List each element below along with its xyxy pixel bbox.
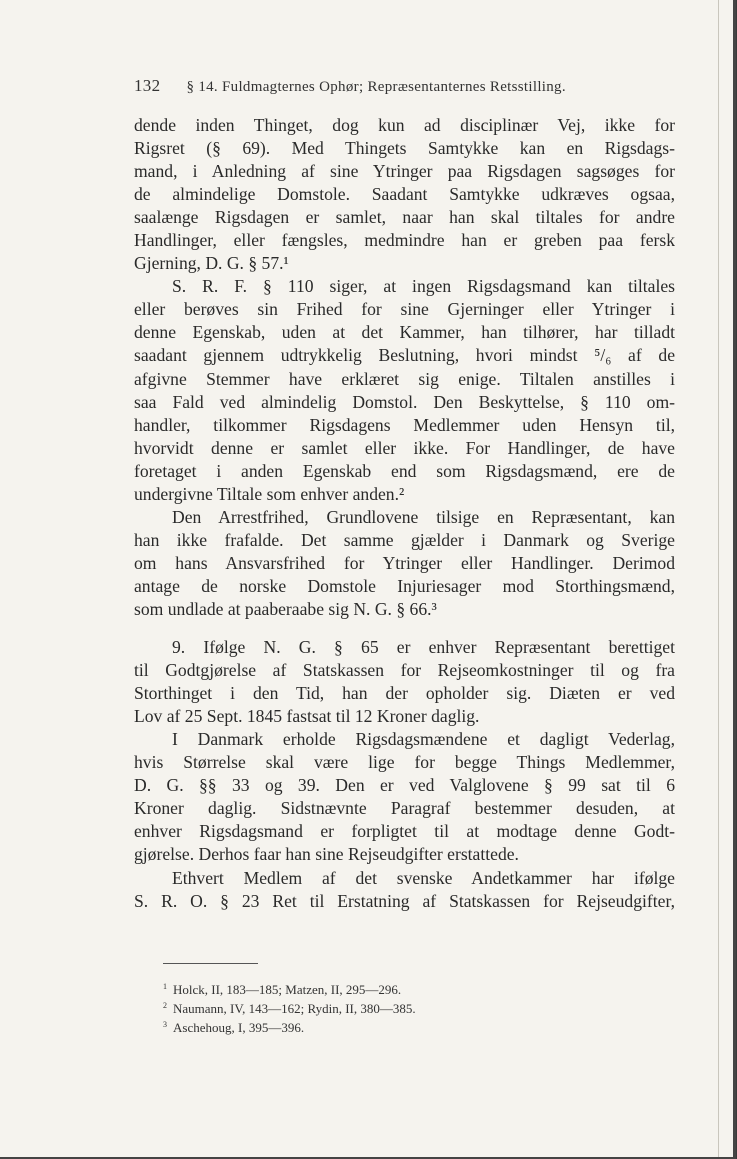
- text-line: D. G. §§ 33 og 39. Den er ved Valglovene § 99 sat til 6: [134, 775, 675, 796]
- footnote-mark: 1: [163, 982, 167, 991]
- text-line: hvorvidt denne er samlet eller ikke. For Handlinger, de have: [134, 437, 675, 458]
- text-line: denne Egenskab, uden at det Kammer, han tilhører, har tilladt: [134, 322, 675, 343]
- footnote: [163, 977, 583, 996]
- footnote-mark: 2: [163, 1001, 167, 1010]
- page-number: 132: [134, 76, 161, 95]
- text-line: som undlade at paaberaabe sig N. G. § 66.³: [134, 598, 437, 619]
- footnote-text: Aschehoug, I, 395—396.: [173, 1020, 305, 1035]
- body-text: [134, 114, 675, 913]
- footnote: [163, 996, 583, 1015]
- text-line: Ethvert Medlem af det svenske Andetkammer har ifølge: [172, 867, 675, 888]
- footnotes: [163, 977, 583, 1034]
- footnote-text: Holck, II, 183—185; Matzen, II, 295—296.: [173, 982, 402, 997]
- footnote-rule: [163, 963, 258, 964]
- text-line: Den Arrestfrihed, Grundlovene tilsige en Repræsentant, kan: [172, 506, 675, 527]
- text-line: saalænge Rigsdagen er samlet, naar han skal tiltales for andre: [134, 207, 675, 228]
- text-line: Storthinget i den Tid, han der opholder sig. Diæten er ved: [134, 683, 675, 704]
- text-line: de almindelige Domstole. Saadant Samtykke udkræves ogsaa,: [134, 184, 675, 205]
- text-line: foretaget i anden Egenskab end som Rigsdagsmænd, ere de: [134, 460, 675, 481]
- section-gap: [134, 621, 675, 636]
- footnote-text: Naumann, IV, 143—162; Rydin, II, 380—385.: [173, 1001, 416, 1016]
- running-title: § 14. Fuldmagternes Ophør; Repræsentanternes Retsstilling.: [186, 79, 566, 95]
- text-line: Handlinger, eller fængsles, medmindre han er greben paa fersk: [134, 230, 675, 251]
- text-line: 9. Ifølge N. G. § 65 er enhver Repræsentant berettiget: [172, 637, 675, 658]
- running-header: [134, 76, 674, 96]
- text-line: Gjerning, D. G. § 57.¹: [134, 253, 289, 274]
- text-line: S. R. O. § 23 Ret til Erstatning af Statskassen for Rejseudgifter,: [134, 890, 675, 911]
- text-line: mand, i Anledning af sine Ytringer paa Rigsdagen sagsøges for: [134, 161, 675, 182]
- text-line: I Danmark erholde Rigsdagsmændene et dagligt Vederlag,: [172, 729, 675, 750]
- text-line: handler, tilkommer Rigsdagens Medlemmer uden Hensyn til,: [134, 414, 675, 435]
- text-line: S. R. F. § 110 siger, at ingen Rigsdagsmand kan tiltales: [172, 276, 675, 297]
- text-line: saa Fald ved almindelig Domstol. Den Beskyttelse, § 110 om-: [134, 391, 675, 412]
- text-line: Rigsret (§ 69). Med Thingets Samtykke kan en Rigsdags-: [134, 138, 675, 159]
- text-line: afgivne Stemmer have erklæret sig enige. Tiltalen anstilles i: [134, 368, 675, 389]
- text-line: enhver Rigsdagsmand er forpligtet til at modtage denne Godt-: [134, 821, 675, 842]
- text-line: eller berøves sin Frihed for sine Gjerninger eller Ytringer i: [134, 299, 675, 320]
- text-line: antage de norske Domstole Injuriesager mod Storthingsmænd,: [134, 575, 675, 596]
- text-line: hvis Størrelse skal være lige for begge Things Medlemmer,: [134, 752, 675, 773]
- text-line: Lov af 25 Sept. 1845 fastsat til 12 Kroner daglig.: [134, 706, 480, 727]
- text-line: til Godtgjørelse af Statskassen for Rejseomkostninger til og fra: [134, 660, 675, 681]
- text-line: undergivne Tiltale som enhver anden.²: [134, 483, 405, 504]
- text-line: om hans Ansvarsfrihed for Ytringer eller Handlinger. Derimod: [134, 552, 675, 573]
- text-line: gjørelse. Derhos faar han sine Rejseudgifter erstattede.: [134, 844, 519, 865]
- text-line: dende inden Thinget, dog kun ad disciplinær Vej, ikke for: [134, 115, 675, 135]
- text-line: Kroner daglig. Sidstnævnte Paragraf bestemmer desuden, at: [134, 798, 675, 819]
- text-line: saadant gjennem udtrykkelig Beslutning, hvori mindst ⁵/₆ af de: [134, 345, 675, 366]
- footnote-mark: 3: [163, 1020, 167, 1029]
- footnote: [163, 1015, 583, 1034]
- text-line: han ikke frafalde. Det samme gjælder i Danmark og Sverige: [134, 529, 675, 550]
